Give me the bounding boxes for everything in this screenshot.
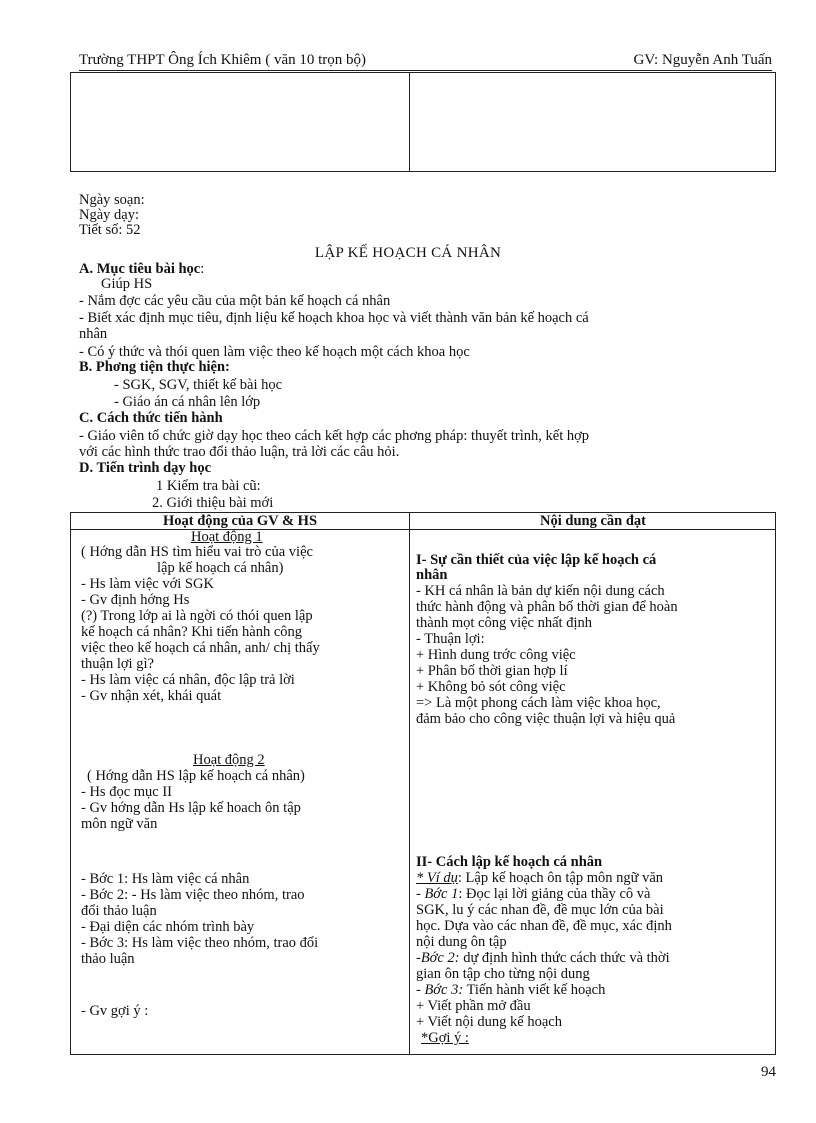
left-line: - Bớc 2: - Hs làm việc theo nhóm, trao (81, 887, 305, 903)
s1-heading: I- Sự cần thiết của việc lập kế hoạch cá (416, 552, 657, 568)
section-a-line: - Có ý thức và thói quen làm việc theo kế hoạch một cách khoa học (79, 344, 470, 360)
right-line: SGK, lu ý các nhan đề, đề mục lớn của bài (416, 902, 664, 918)
hd1-title: Hoạt động 1 (191, 529, 263, 545)
section-d-heading: D. Tiến trình dạy học (79, 460, 212, 476)
lesson-info (79, 193, 145, 238)
section-c-line: với các hình thức trao đổi thảo luận, trả lời các câu hỏi. (79, 444, 400, 460)
section-a-line: - Biết xác định mục tiêu, định liệu kế hoạch khoa học và viết thành văn bản kế hoạch cá (79, 310, 589, 326)
right-line: + Hình dung trớc công việc (416, 647, 576, 663)
right-line: - Bớc 3: Tiến hành viết kế hoạch (416, 982, 606, 998)
left-line: - Gv nhận xét, khái quát (81, 688, 222, 704)
tiet-so: Tiết số: 52 (79, 222, 141, 238)
left-line: lập kế hoạch cá nhân) (157, 560, 284, 576)
right-line: + Viết nội dung kế hoạch (416, 1014, 562, 1030)
section-a-line: nhân (79, 326, 108, 342)
page-number: 94 (761, 1064, 776, 1080)
hd2-title: Hoạt động 2 (193, 752, 265, 768)
left-line: môn ngữ văn (81, 816, 158, 832)
right-line: thành mọt công việc nhất định (416, 615, 592, 631)
left-line: đổi thảo luận (81, 903, 157, 919)
left-line: - Hs đọc mục II (81, 784, 173, 800)
right-line: gian ôn tập cho từng nội dung (416, 966, 590, 982)
right-line: => Là một phong cách làm việc khoa học, (416, 695, 661, 711)
page-title: LẬP KẾ HOẠCH CÁ NHÂN (314, 245, 502, 261)
left-line: thuận lợi gì? (81, 656, 154, 672)
left-line: - Bớc 1: Hs làm việc cá nhân (81, 871, 250, 887)
section-c-line: - Giáo viên tổ chức giờ dạy học theo cách kết hợp các phơng pháp: thuyết trình, kết hợp (79, 428, 590, 444)
left-line: (?) Trong lớp ai là ngời có thói quen lập (81, 608, 313, 624)
right-line: + Viết phần mở đầu (416, 998, 531, 1014)
left-line: việc theo kế hoạch cá nhân, anh/ chị thấy (81, 640, 320, 656)
right-line: * Ví dụ: Lập kế hoạch ôn tập môn ngữ văn (416, 870, 664, 886)
left-line: - Đại diện các nhóm trình bày (81, 919, 255, 935)
ngay-soan: Ngày soạn: (79, 192, 145, 208)
ngay-day: Ngày dạy: (79, 207, 139, 223)
left-line: - Gv định hớng Hs (81, 592, 190, 608)
right-line: nội dung ôn tập (416, 934, 507, 950)
s2-heading: II- Cách lập kế hoạch cá nhân (416, 854, 603, 870)
left-line: - Hs làm việc cá nhân, độc lập trả lời (81, 672, 295, 688)
section-d-line: 2. Giới thiệu bài mới (152, 495, 274, 511)
right-line: thức hành động và phân bố thời gian để hoàn (416, 599, 678, 615)
col1-header: Hoạt động của GV & HS (162, 513, 318, 529)
left-line: thảo luận (81, 951, 135, 967)
right-line: + Không bỏ sót công việc (416, 679, 566, 695)
school-name: Trường THPT Ông Ích Khiêm ( văn 10 trọn bộ) (79, 52, 367, 68)
right-line: đảm bảo cho công việc thuận lợi và hiệu quả (416, 711, 676, 727)
section-a-heading: A. Mục tiêu bài học: (79, 261, 205, 277)
right-line: - Bớc 1: Đọc lại lời giảng của thầy cô và (416, 886, 651, 902)
left-line: - Gv gợi ý : (81, 1003, 149, 1019)
teacher-name: GV: Nguyễn Anh Tuấn (633, 52, 772, 68)
left-line: ( Hớng dẫn HS lập kế hoạch cá nhân) (87, 768, 305, 784)
section-a-line: - Nắm đợc các yêu cầu của một bản kế hoạch cá nhân (79, 293, 391, 309)
top-empty-table (70, 72, 776, 172)
section-b-line: - SGK, SGV, thiết kế bài học (114, 377, 283, 393)
section-a-line: Giúp HS (101, 276, 153, 292)
right-line: -Bớc 2: dự định hình thức cách thức và thời (416, 950, 670, 966)
right-line: - Thuận lợi: (416, 631, 485, 647)
right-line: - KH cá nhân là bản dự kiến nội dung cách (416, 583, 665, 599)
right-line: học. Dựa vào các nhan đề, đề mục, xác định (416, 918, 672, 934)
left-line: kế hoạch cá nhân? Khi tiến hành công (81, 624, 303, 640)
right-line: *Gợi ý : (421, 1030, 469, 1046)
section-b-heading: B. Phơng tiện thực hiện: (79, 359, 230, 375)
section-c-heading: C. Cách thức tiến hành (79, 410, 223, 426)
left-line: ( Hớng dẫn HS tìm hiểu vai trò của việc (81, 544, 313, 560)
s1-heading: nhân (416, 567, 448, 583)
activity-table (70, 512, 776, 1055)
left-line: - Bớc 3: Hs làm việc theo nhóm, trao đổi (81, 935, 319, 951)
left-line: - Hs làm việc với SGK (81, 576, 214, 592)
right-line: + Phân bố thời gian hợp lí (416, 663, 568, 679)
section-b-line: - Giáo án cá nhân lên lớp (114, 394, 261, 410)
section-d-line: 1 Kiểm tra bài cũ: (156, 478, 261, 494)
col2-header: Nội dung cần đạt (540, 513, 646, 529)
page-header (79, 52, 772, 71)
left-line: - Gv hớng dẫn Hs lập kế hoach ôn tập (81, 800, 301, 816)
